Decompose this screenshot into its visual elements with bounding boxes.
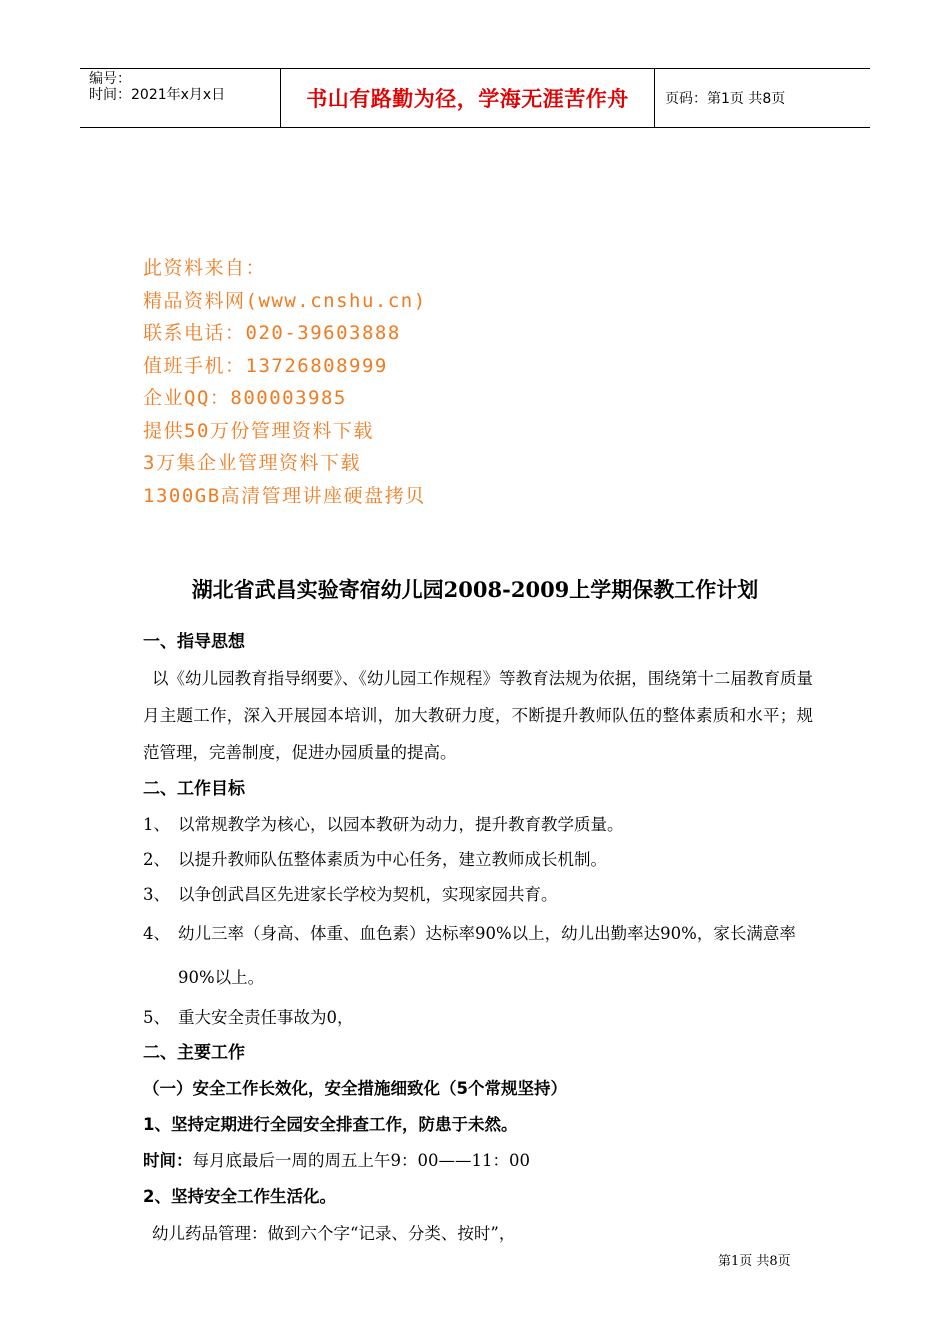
advert-line: 企业QQ：800003985 (143, 387, 347, 409)
header-meta (80, 69, 281, 127)
document-body (143, 624, 813, 1252)
list-item (143, 842, 813, 877)
document-title: 湖北省武昌实验寄宿幼儿园2008-2009上学期保教工作计划 (191, 577, 759, 602)
section-heading-guiding-ideology: 一、指导思想 (143, 632, 245, 652)
list-item (143, 877, 813, 912)
advert-line: 精品资料网(www.cnshu.cn) (143, 289, 427, 312)
list-item-number: 3、 (143, 885, 170, 904)
list-item-text: 幼儿三率（身高、体重、血色素）达标率90%以上，幼儿出勤率达90%，家长满意率90%以上。 (178, 924, 796, 987)
list-item-text: 重大安全责任事故为0， (178, 1008, 354, 1027)
section-heading-main-work: 二、主要工作 (143, 1043, 245, 1063)
subsection-heading-safety: （一）安全工作长效化，安全措施细致化（5个常规坚持） (143, 1079, 567, 1098)
paragraph-medicine-management: 幼儿药品管理：做到六个字“记录、分类、按时”， (152, 1224, 516, 1243)
document-time-label: 时间：2021年x月x日 (89, 87, 226, 103)
list-item (143, 1000, 813, 1035)
schedule-text: 每月底最后一周的周五上午9：00——11：00 (192, 1151, 530, 1170)
advert-line: 提供50万份管理资料下载 (143, 419, 374, 442)
schedule-line (143, 1143, 813, 1179)
page-header (80, 68, 870, 128)
list-item-text: 以争创武昌区先进家长学校为契机，实现家园共育。 (178, 885, 558, 904)
advert-line: 值班手机：13726808999 (143, 354, 388, 377)
section-heading-work-goals: 二、工作目标 (143, 779, 245, 799)
advert-line: 此资料来自： (143, 257, 267, 279)
paragraph-guiding-ideology: 以《幼儿园教育指导纲要》、《幼儿园工作规程》等教育法规为依据，围绕第十二届教育质量月主题工作，深入开展园本培训，加大教研力度，不断提升教师队伍的整体素质和水平；规范管理，完善制度，促进办园质量的提高。 (143, 669, 813, 762)
item-heading-safety-check: 1、坚持定期进行全园安全排查工作，防患于未然。 (143, 1115, 518, 1134)
schedule-label: 时间： (143, 1151, 193, 1170)
item-heading-safety-life: 2、坚持安全工作生活化。 (143, 1187, 336, 1206)
source-advert-block (143, 252, 427, 512)
advert-line: 联系电话：020-39603888 (143, 322, 401, 344)
list-item (143, 912, 813, 1000)
list-item-text: 以提升教师队伍整体素质为中心任务，建立教师成长机制。 (178, 850, 607, 869)
page-footer: 第1页 共8页 (718, 1254, 791, 1269)
advert-line: 1300GB高清管理讲座硬盘拷贝 (143, 484, 426, 507)
list-item-number: 4、 (143, 924, 170, 943)
list-item-text: 以常规教学为核心，以园本教研为动力，提升教育教学质量。 (178, 815, 624, 834)
header-page-info: 页码：第1页 共8页 (665, 91, 786, 107)
list-item-number: 1、 (143, 815, 170, 834)
list-item-number: 5、 (143, 1008, 170, 1027)
advert-line: 3万集企业管理资料下载 (143, 452, 361, 474)
list-item (143, 807, 813, 842)
document-number-label: 编号： (89, 71, 131, 87)
list-item-number: 2、 (143, 850, 170, 869)
header-motto: 书山有路勤为径，学海无涯苦作舟 (281, 69, 655, 127)
